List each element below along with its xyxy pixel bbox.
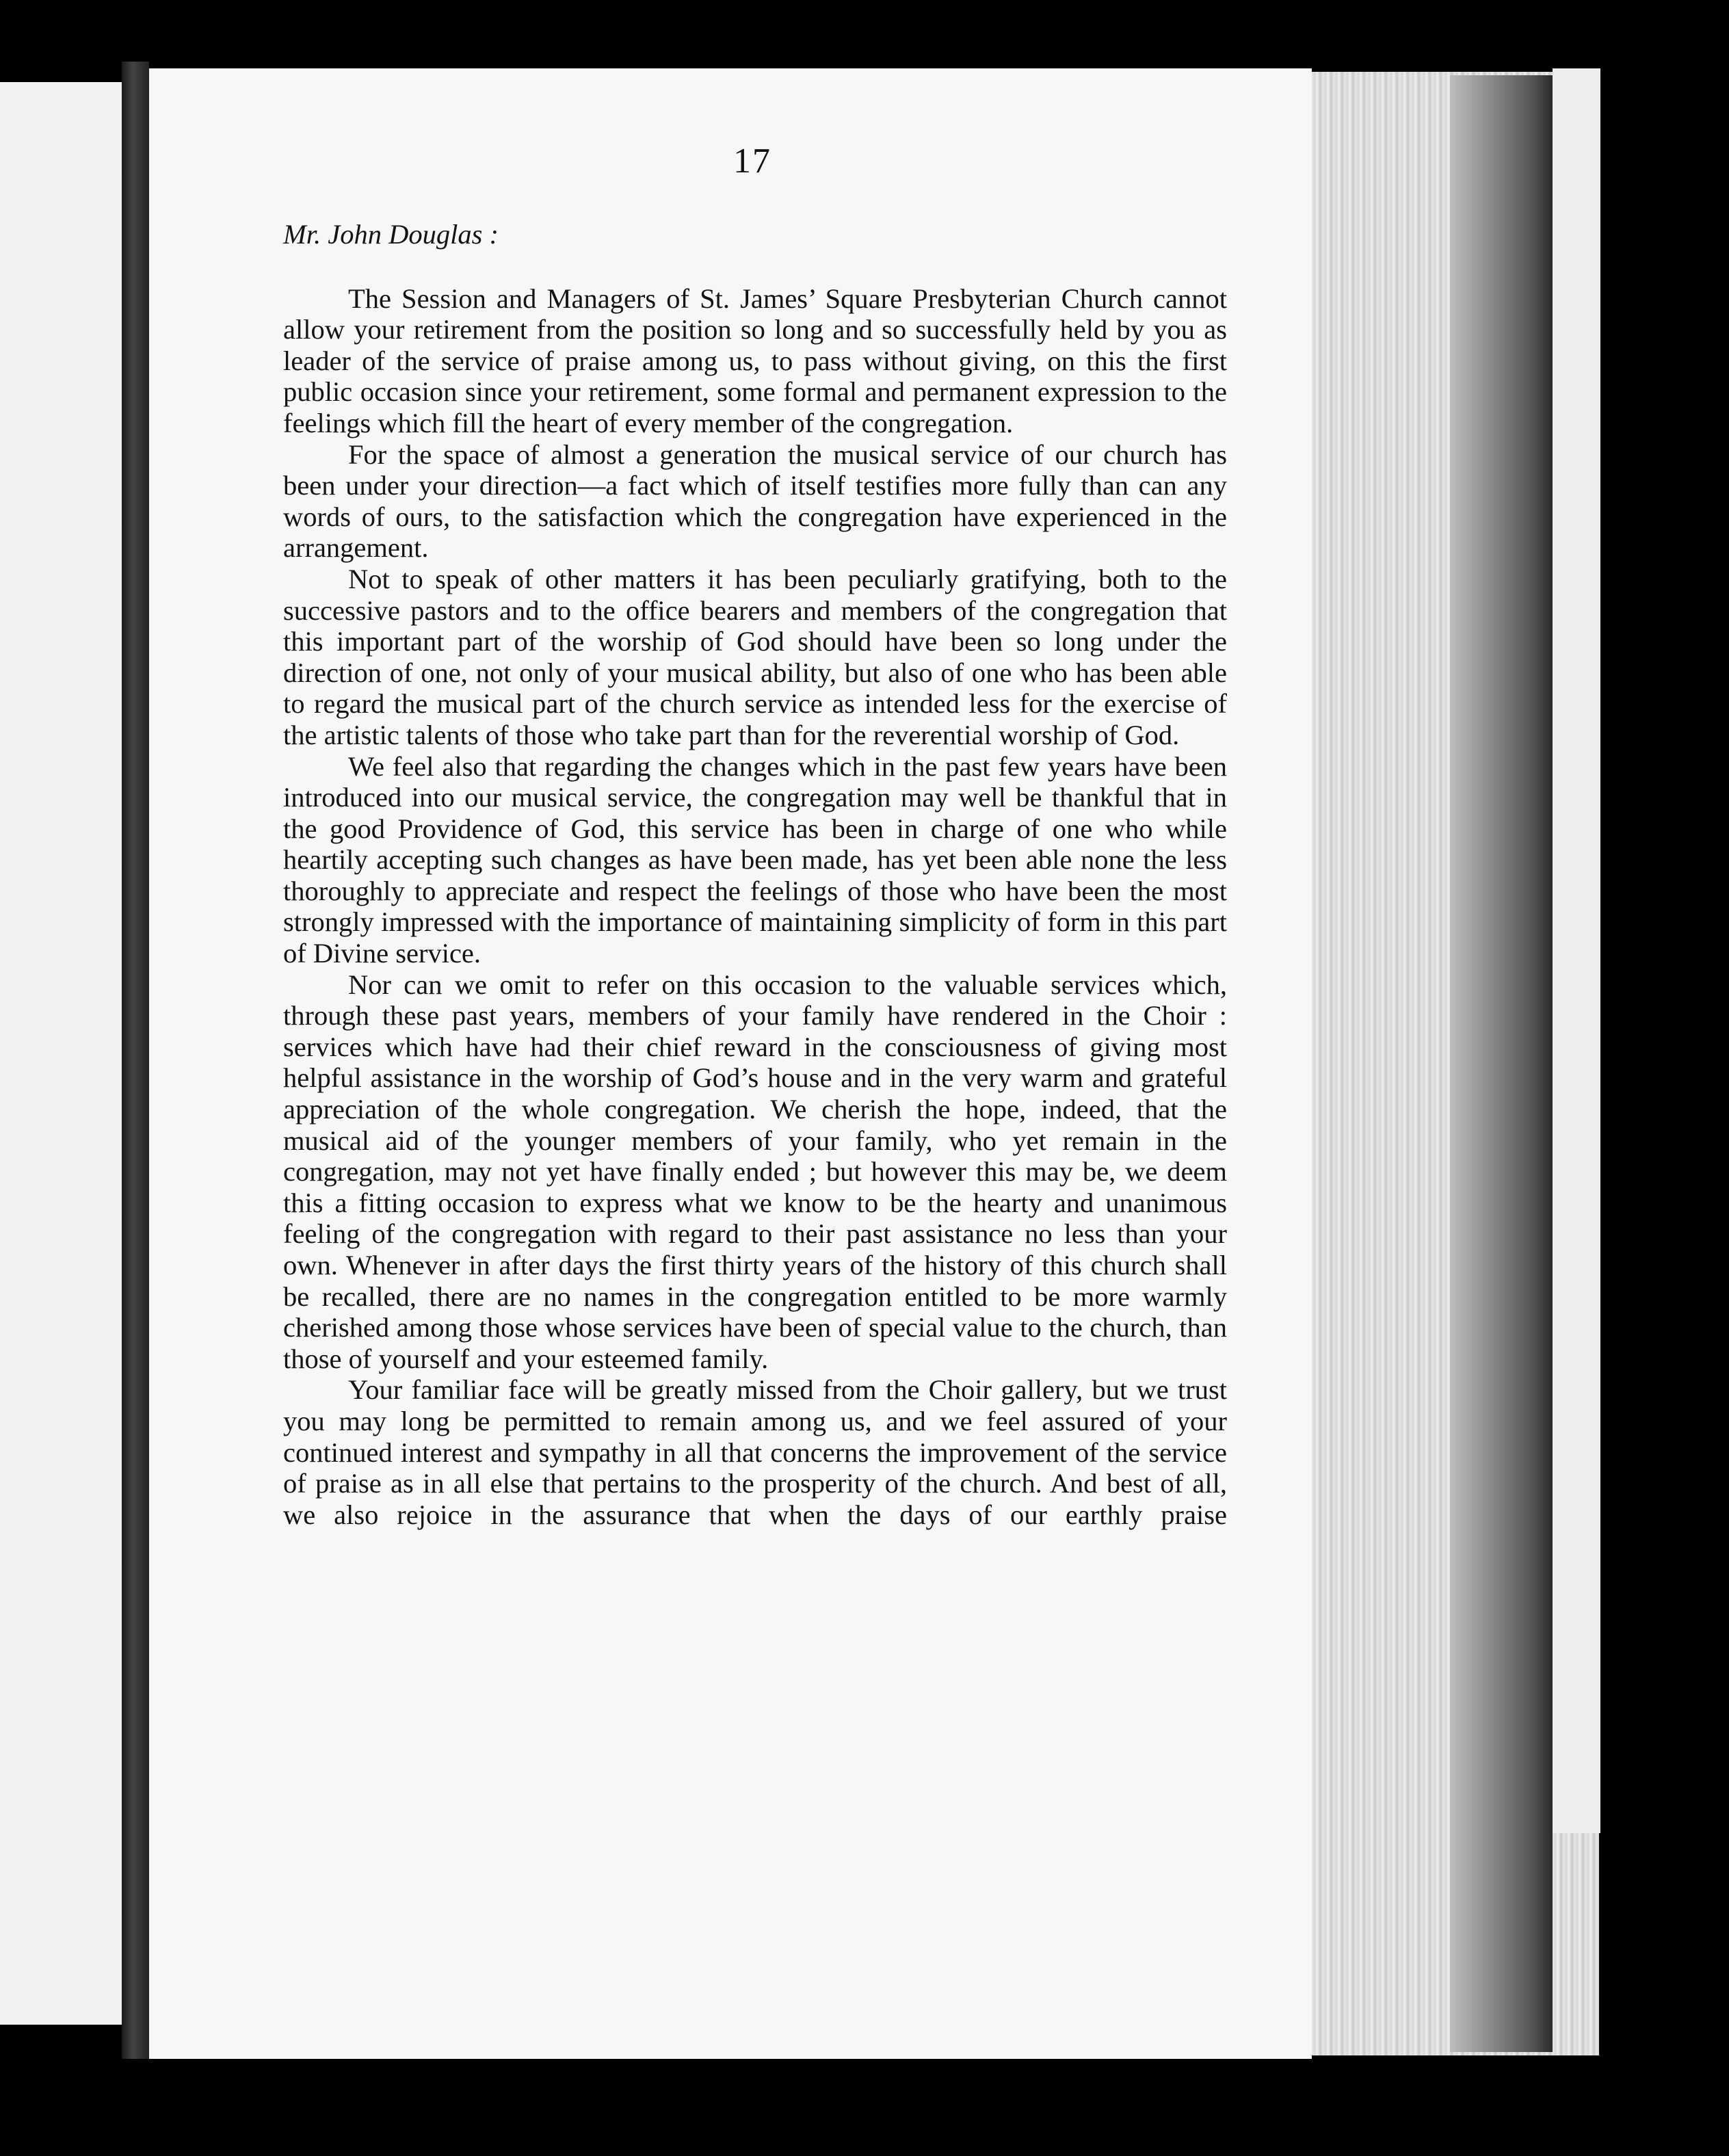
- paragraph-2: For the space of almost a generation the musical service of our church has been under your direction—a fact which of itself testifies more fully than can any words of ours, to the satisfaction which the congregation have experienced in the arrangement.: [283, 438, 1227, 564]
- salutation: Mr. John Douglas :: [283, 219, 499, 250]
- paragraph-1: The Session and Managers of St. James’ Square Presbyterian Church cannot allow your retirement from the position so long and so successfully held by you as leader of the service of praise among us, to pass without giving, on this the first public occasion since your retirement, some formal and permanent expression to the feelings which fill the heart of every member of the congregation.: [283, 282, 1227, 438]
- letter-text: [283, 219, 1227, 1530]
- paragraph-3: Not to speak of other matters it has been peculiarly gratifying, both to the successive pastors and to the office bearers and members of the congregation that this important part of the worship of God should have been so long under the direction of one, not only of your musical ability, but also of one who has been able to regard the musical part of the church service as intended less for the exercise of the artistic talents of those who take part than for the reverential worship of God.: [283, 563, 1227, 750]
- paragraph-5: Nor can we omit to refer on this occasion to the valuable services which, through these past years, members of your family have rendered in the Choir : services which have had their chief reward in the consciousness of giving most helpful assistance in the worship of God’s house and in the very warm and grateful appreciation of the whole congregation. We cherish the hope, indeed, that the musical aid of the younger members of your family, who yet remain in the congregation, may not yet have finally ended ; but however this may be, we deem this a fitting occasion to express what we know to be the hearty and unanimous feeling of the congregation with regard to their past assistance no less than your own. Whenever in after days the first thirty years of the history of this church shall be recalled, there are no names in the congregation entitled to be more warmly cherished among those whose services have been of special value to the church, than those of yourself and your esteemed family.: [283, 969, 1227, 1374]
- page-block-outer-edge: [1553, 68, 1600, 1833]
- page-number: 17: [733, 142, 771, 181]
- book-gutter: [122, 62, 149, 2059]
- previous-page-edge: [0, 82, 122, 2025]
- paragraph-6: Your familiar face will be greatly missed from the Choir gallery, but we trust you may long be permitted to remain among us, and we feel assured of your continued interest and sympathy in all that concerns the improvement of the service of praise as in all else that pertains to the prosperity of the church. And best of all, we also rejoice in the assurance that when the days of our earthly praise: [283, 1374, 1227, 1530]
- paragraph-4: We feel also that regarding the changes which in the past few years have been introduced into our musical service, the congregation may well be thankful that in the good Providence of God, this service has been in charge of one who while heartily accepting such changes as have been made, has yet been able none the less thoroughly to appreciate and respect the feelings of those who have been the most strongly impressed with the importance of maintaining simplicity of form in this part of Divine service.: [283, 750, 1227, 969]
- page-block-shadow: [1450, 75, 1553, 2052]
